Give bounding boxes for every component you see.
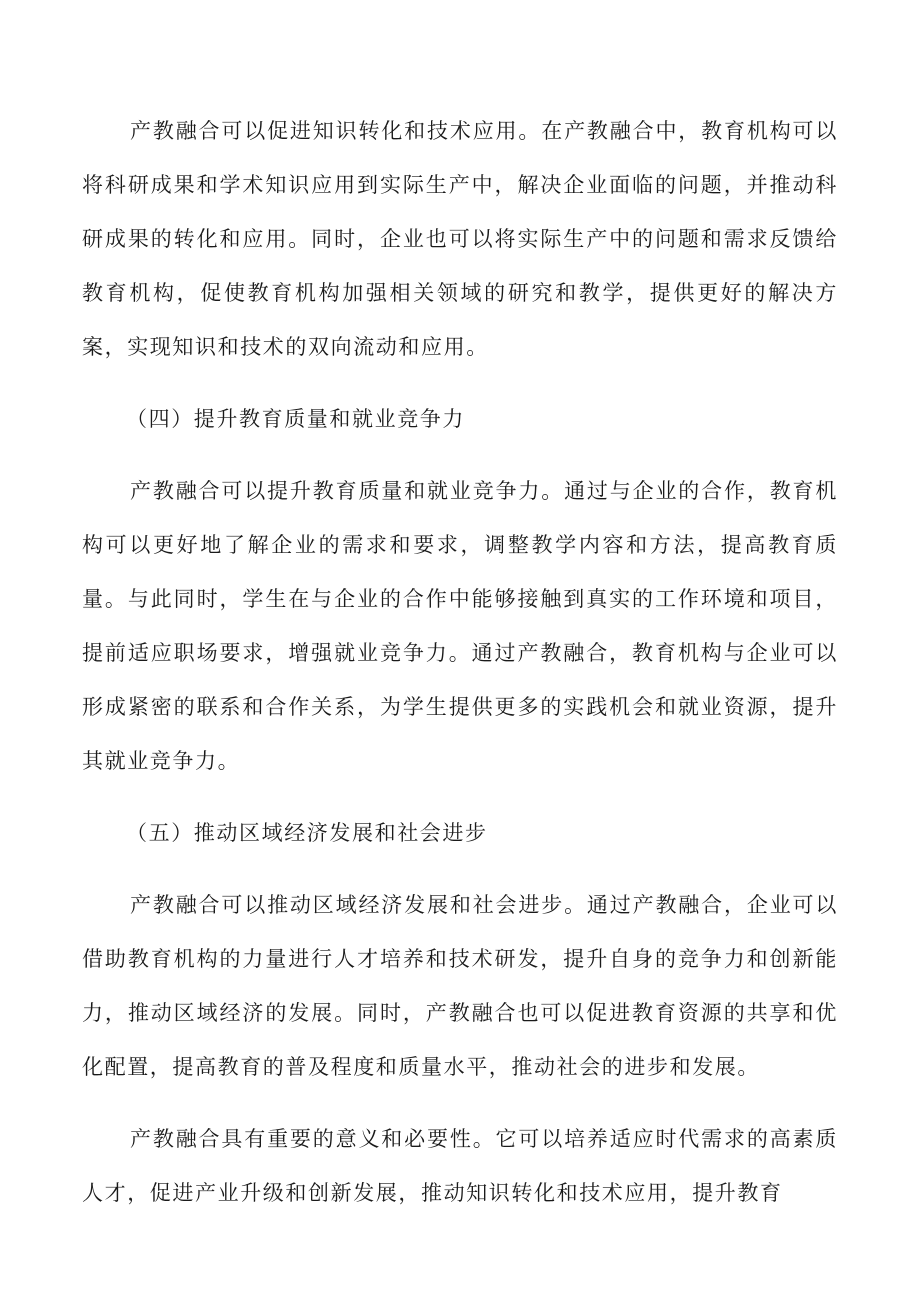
section-heading-5: （五）推动区域经济发展和社会进步: [126, 821, 488, 845]
paragraph-education-quality: 产教融合可以提升教育质量和就业竞争力。通过与企业的合作，教育机构可以更好地了解企业的需求和要求，调整教学内容和方法，提高教育质量。与此同时，学生在与企业的合作中能够接触到真实的工作环境和项目，提前适应职场要求，增强就业竞争力。通过产教融合，教育机构与企业可以形成紧密的联系和合作关系，为学生提供更多的实践机会和就业资源，提升其就业竞争力。: [82, 479, 838, 773]
paragraph-gap: [82, 860, 838, 878]
paragraph-gap: [82, 446, 838, 464]
paragraph-gap: [82, 788, 838, 806]
section-heading-4: （四）提升教育质量和就业竞争力: [126, 407, 465, 431]
document-body: [82, 104, 838, 1220]
paragraph-gap: [82, 1094, 838, 1112]
paragraph-regional-economy: 产教融合可以推动区域经济发展和社会进步。通过产教融合，企业可以借助教育机构的力量进行人才培养和技术研发，提升自身的竞争力和创新能力，推动区域经济的发展。同时，产教融合也可以促进教育资源的共享和优化配置，提高教育的普及程度和质量水平，推动社会的进步和发展。: [82, 893, 838, 1079]
paragraph-knowledge-transfer: 产教融合可以促进知识转化和技术应用。在产教融合中，教育机构可以将科研成果和学术知识应用到实际生产中，解决企业面临的问题，并推动科研成果的转化和应用。同时，企业也可以将实际生产中的问题和需求反馈给教育机构，促使教育机构加强相关领域的研究和教学，提供更好的解决方案，实现知识和技术的双向流动和应用。: [82, 119, 838, 359]
paragraph-significance: 产教融合具有重要的意义和必要性。它可以培养适应时代需求的高素质人才，促进产业升级和创新发展，推动知识转化和技术应用，提升教育: [82, 1127, 838, 1205]
paragraph-gap: [82, 374, 838, 392]
